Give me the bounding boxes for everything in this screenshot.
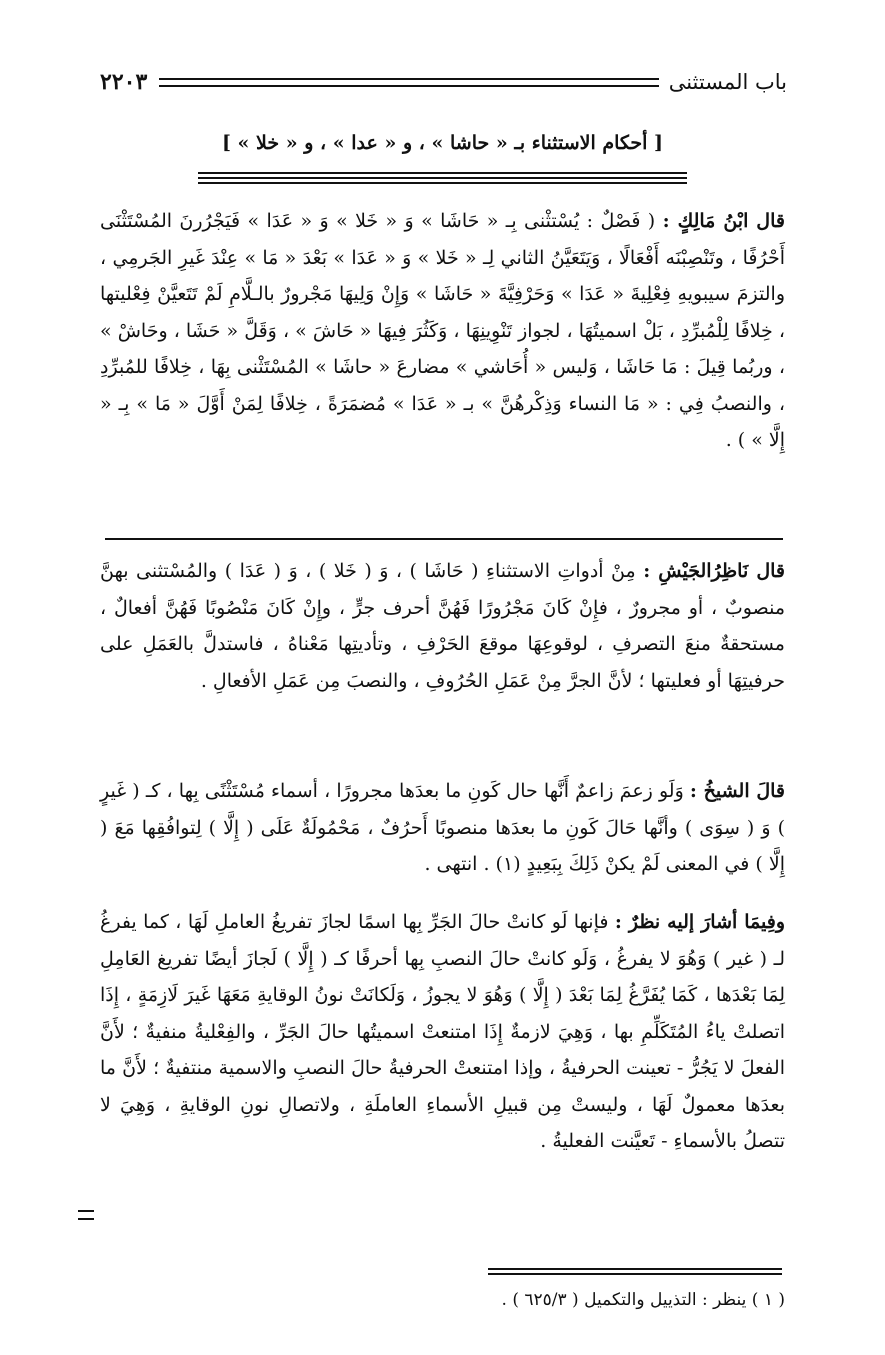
- heading-rules: [198, 172, 687, 187]
- speaker-nazir-al-jaysh: قال نَاظِرُالجَيْشِ :: [643, 560, 785, 582]
- paragraph-objection: [100, 904, 785, 1160]
- paragraph-ibn-malik: [100, 203, 785, 459]
- paragraph-al-shaykh: [100, 773, 785, 883]
- section-heading: [ أحكام الاستثناء بـ « حاشا » ، و « عدا » ، و « خلا » ]: [221, 132, 664, 154]
- speaker-ibn-malik: قال ابْنُ مَالِكٍ :: [662, 210, 785, 232]
- running-header: [100, 62, 787, 102]
- speaker-al-shaykh: قالَ الشيخُ :: [689, 780, 785, 802]
- page-number: ٢٢٠٣: [100, 69, 148, 95]
- header-rule: [159, 78, 658, 87]
- paragraph-text: مِنْ أدواتِ الاستثناءِ ( حَاشَا ) ، وَ ( خَلا ) ، وَ ( عَدَا ) والمُسْتثنى بهنَّ منصوبٌ ، أو مجرورٌ ، فإِنْ كَانَ مَجْرُورًا فَهُنَّ أحرف جرٍّ ، وإِنْ كَانَ مَنْصُوبًا فَهُنَّ أفعالٌ ، مستحقةٌ منعَ التصرفِ ، لوقوعِهَا موقعَ الحَرْفِ ، وتأديتِها مَعْناهُ ، فاستدلَّ بالعَمَلِ على حرفيتِهَا أو فعليتها ؛ لأنَّ الجرَّ مِنْ عَمَلِ الحُرُوفِ ، والنصبَ مِن عَمَلِ الأفعالِ .: [100, 560, 785, 692]
- speaker-objection: وفِيمَا أشارَ إليه نظرٌ :: [614, 911, 785, 933]
- paragraph-text: ( فَصْلٌ : يُسْتثْنى بِـ « حَاشَا » وَ « خَلا » وَ « عَدَا » فَيَجْرُرنَ المُسْتَثْنَى أَحْرُفًا ، وتَنْصِبْنَه أَفْعَالًا ، وَيَتَعَيَّنُ الثاني لِـ « خَلا » وَ « عَدَا » بَعْدَ « مَا » عِنْدَ غَيرِ الجَرمِي ، والتزمَ سيبويهِ فِعْلِيةَ « عَدَا » وَحَرْفِيَّةَ « حَاشَا » وَإِنْ وَلِيهَا مَجْرورٌ بالـلَّامِ لَمْ تَتَعيَّنْ فِعْليتها ، خِلافًا لِلْمُبرِّدِ ، بَلْ اسميتُهَا ، لجواز تَنْوِينِهَا ، وَكَثُرَ فِيهَا « حَاشَ » ، وَقَلَّ « حَشَا ، وحَاشْ » ، وربُما قِيلَ : مَا حَاشَا ، وَليس « أُحَاشي » مضارعَ « حاشَا » المُسْتَثْنى بِهَا ، خِلافًا للمُبرِّدِ ، والنصبُ فِي : « مَا النساء وَذِكْرهُنَّ » بـ « عَدَا » مُضمَرَةً ، خِلافًا لِمَنْ أَوَّلَ « مَا » بِـ « إِلَّا » ) .: [100, 210, 785, 451]
- chapter-title: باب المستثنى: [668, 70, 787, 94]
- continuation-mark: [78, 1210, 94, 1220]
- paragraph-nazir-al-jaysh: [100, 553, 785, 699]
- footnote-rules: [488, 1268, 782, 1278]
- paragraph-text: فإنها لَو كانتْ حالَ الجَرِّ بِها اسمًا لجازَ تفريغُ العاملِ لَهَا ، كما يفرغُ لـ ( غير ) وَهُوَ لا يفرغُ ، وَلَو كانتْ حالَ النصبِ بِها أحرفًا كـ ( إِلَّا ) لَجازَ أيضًا تفريغ العَامِلِ لِمَا بَعْدَها ، كَمَا يُفَرَّغُ لِمَا بَعْدَ ( إِلَّا ) وَهُوَ لا يجوزُ ، وَلَكانَتْ نونُ الوقايةِ مَعَهَا غَيرَ لَازِمَةٍ ، إِذَا اتصلتْ ياءُ المُتَكَلِّمِ بها ، وَهِيَ لازمةٌ إِذَا امتنعتْ اسميتُها حالَ الجَرِّ ، والفِعْليةُ منفيةٌ ؛ لأَنَّ الفعلَ لا يَجُرُّ - تعينت الحرفيةُ ، وإذا امتنعتْ الحرفيةُ حالَ النصبِ والاسمية منتفيةٌ ؛ لأَنَّ ما بعدَها معمولٌ لَهَا ، وليستْ مِن قبيلِ الأسماءِ العاملَةِ ، ولاتصالِ نونِ الوقايةِ ، وَهِيَ لا تتصلُ بالأسماءِ - تَعيَّنت الفعليةُ .: [100, 911, 785, 1152]
- paragraph-text: وَلَو زعمَ زاعمٌ أَنَّها حال كَونِ ما بعدَها مجرورًا ، أسماء مُسْتَثْنًى بِها ، كـ ( غَيرٍ ) وَ ( سِوَى ) وأنَّها حَالَ كَونِ ما بعدَها منصوبًا أَحرُفٌ ، مَحْمُولَةٌ عَلَى ( إِلَّا ) لِتوافُقِها مَعَ ( إِلَّا ) في المعنى لَمْ يكنْ ذَلِكَ بِبَعِيدٍ (١) . انتهى .: [100, 780, 785, 875]
- section-divider: [105, 538, 783, 540]
- footnote: ( ١ ) ينظر : التذييل والتكميل ( ٦٢٥/٣ ) .: [501, 1290, 785, 1310]
